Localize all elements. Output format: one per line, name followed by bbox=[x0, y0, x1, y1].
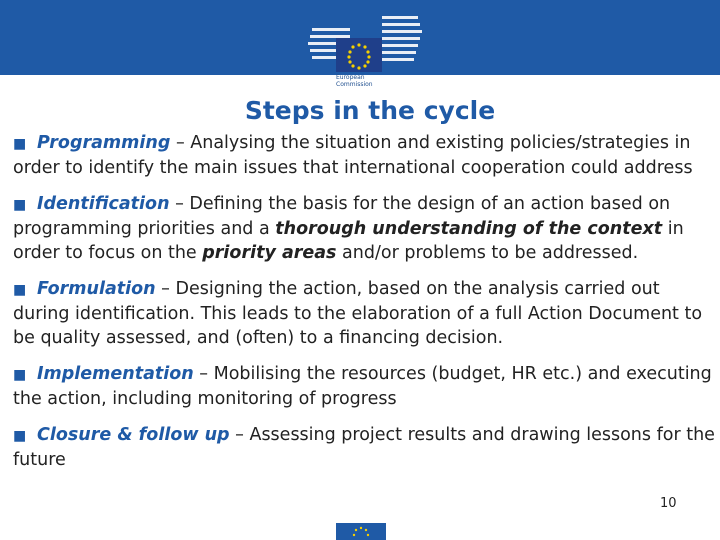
list-item-implementation bbox=[8, 362, 720, 411]
list-item-identification bbox=[8, 192, 720, 265]
term-closure: Closure & follow up bbox=[37, 425, 230, 445]
item-text: – Defining the basis for the design of an action based on programming priorities and a bbox=[13, 194, 671, 239]
term-programming: Programming bbox=[37, 133, 171, 153]
term-identification: Identification bbox=[37, 194, 170, 214]
item-text: and/or problems to be addressed. bbox=[336, 243, 639, 263]
item-text: – Assessing project results and drawing lessons for the future bbox=[13, 425, 715, 470]
emphasis-text: priority areas bbox=[202, 243, 337, 263]
page-number: 10 bbox=[660, 496, 677, 511]
eu-stars-icon bbox=[345, 526, 377, 540]
square-bullet-icon: ■ bbox=[13, 428, 27, 444]
bullet-list bbox=[8, 131, 720, 484]
list-item-closure bbox=[8, 423, 720, 472]
square-bullet-icon: ■ bbox=[13, 282, 27, 298]
term-implementation: Implementation bbox=[37, 364, 194, 384]
square-bullet-icon: ■ bbox=[13, 136, 27, 152]
square-bullet-icon: ■ bbox=[13, 367, 27, 383]
square-bullet-icon: ■ bbox=[13, 197, 27, 213]
european-commission-logo bbox=[306, 8, 426, 104]
list-item-formulation bbox=[8, 277, 720, 350]
item-text: in order to focus on the bbox=[13, 219, 684, 263]
term-formulation: Formulation bbox=[37, 279, 156, 299]
logo-wordmark bbox=[336, 74, 396, 88]
logo-line-2: Commission bbox=[336, 81, 373, 88]
logo-line-1: European bbox=[336, 74, 365, 81]
list-item-programming bbox=[8, 131, 720, 180]
item-text: – Analysing the situation and existing policies/strategies in order to identify the main issues that international cooperation could address bbox=[13, 133, 693, 178]
item-text: – Mobilising the resources (budget, HR etc.) and executing the action, including monitoring of progress bbox=[13, 364, 712, 409]
emphasis-text: thorough understanding of the context bbox=[275, 219, 663, 239]
slide-title: Steps in the cycle bbox=[244, 96, 496, 125]
item-text: – Designing the action, based on the analysis carried out during identification. This leads to the elaboration of a full Action Document to be quality assessed, and (often) to a financing decision. bbox=[13, 279, 703, 348]
